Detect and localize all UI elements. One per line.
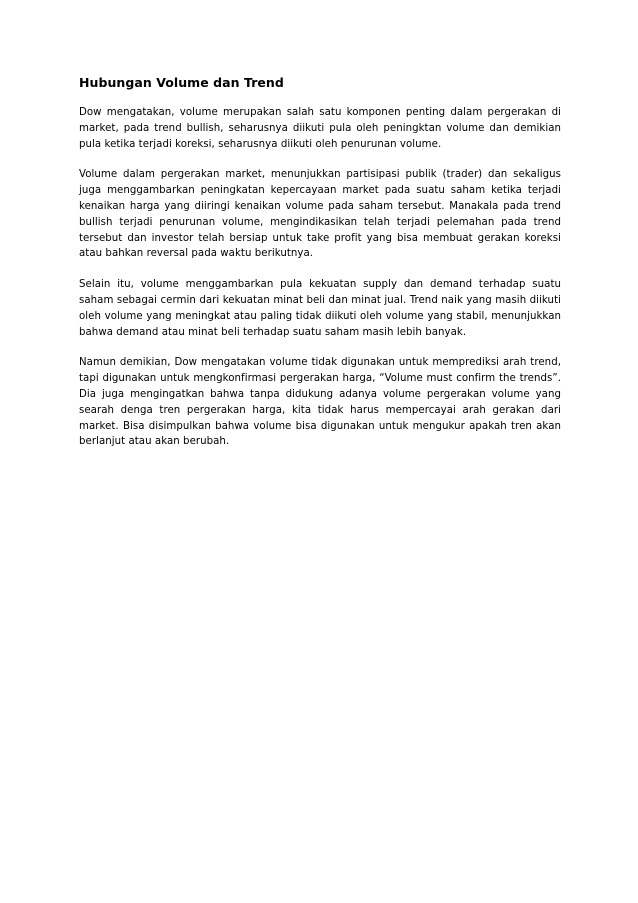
paragraph-1: Dow mengatakan, volume merupakan salah satu komponen penting dalam pergerakan di market, pada trend bullish, seharusnya diikuti pula oleh peningktan volume dan demikian pula ketika terjadi koreksi, seharusnya diikuti oleh penurunan volume.	[79, 107, 561, 150]
document-title: Hubungan Volume dan Trend	[79, 75, 284, 90]
paragraph-3: Selain itu, volume menggambarkan pula kekuatan supply dan demand terhadap suatu saham sebagai cermin dari kekuatan minat beli dan minat jual. Trend naik yang masih diikuti oleh volume yang meningkat atau paling tidak diikuti oleh volume yang stabil, menunjukkan bahwa demand atau minat beli terhadap suatu saham masih lebih banyak.	[79, 279, 561, 338]
paragraph-2: Volume dalam pergerakan market, menunjukkan partisipasi publik (trader) dan sekaligus juga menggambarkan peningkatan kepercayaan market pada suatu saham ketika terjadi kenaikan harga yang diiringi kenaikan volume pada saham tersebut. Manakala pada trend bullish terjadi penurunan volume, mengindikasikan telah terjadi pelemahan pada trend tersebut dan investor telah bersiap untuk take profit yang bisa membuat gerakan koreksi atau bahkan reversal pada waktu berikutnya.	[79, 169, 561, 260]
document-page	[79, 75, 561, 465]
paragraph-4: Namun demikian, Dow mengatakan volume tidak digunakan untuk memprediksi arah trend, tapi digunakan untuk mengkonfirmasi pergerakan harga, “Volume must confirm the trends”. Dia juga mengingatkan bahwa tanpa didukung adanya volume pergerakan volume yang searah denga tren pergerakan harga, kita tidak harus mempercayai arah gerakan dari market. Bisa disimpulkan bahwa volume bisa digunakan untuk mengukur apakah tren akan berlanjut atau akan berubah.	[79, 357, 561, 448]
